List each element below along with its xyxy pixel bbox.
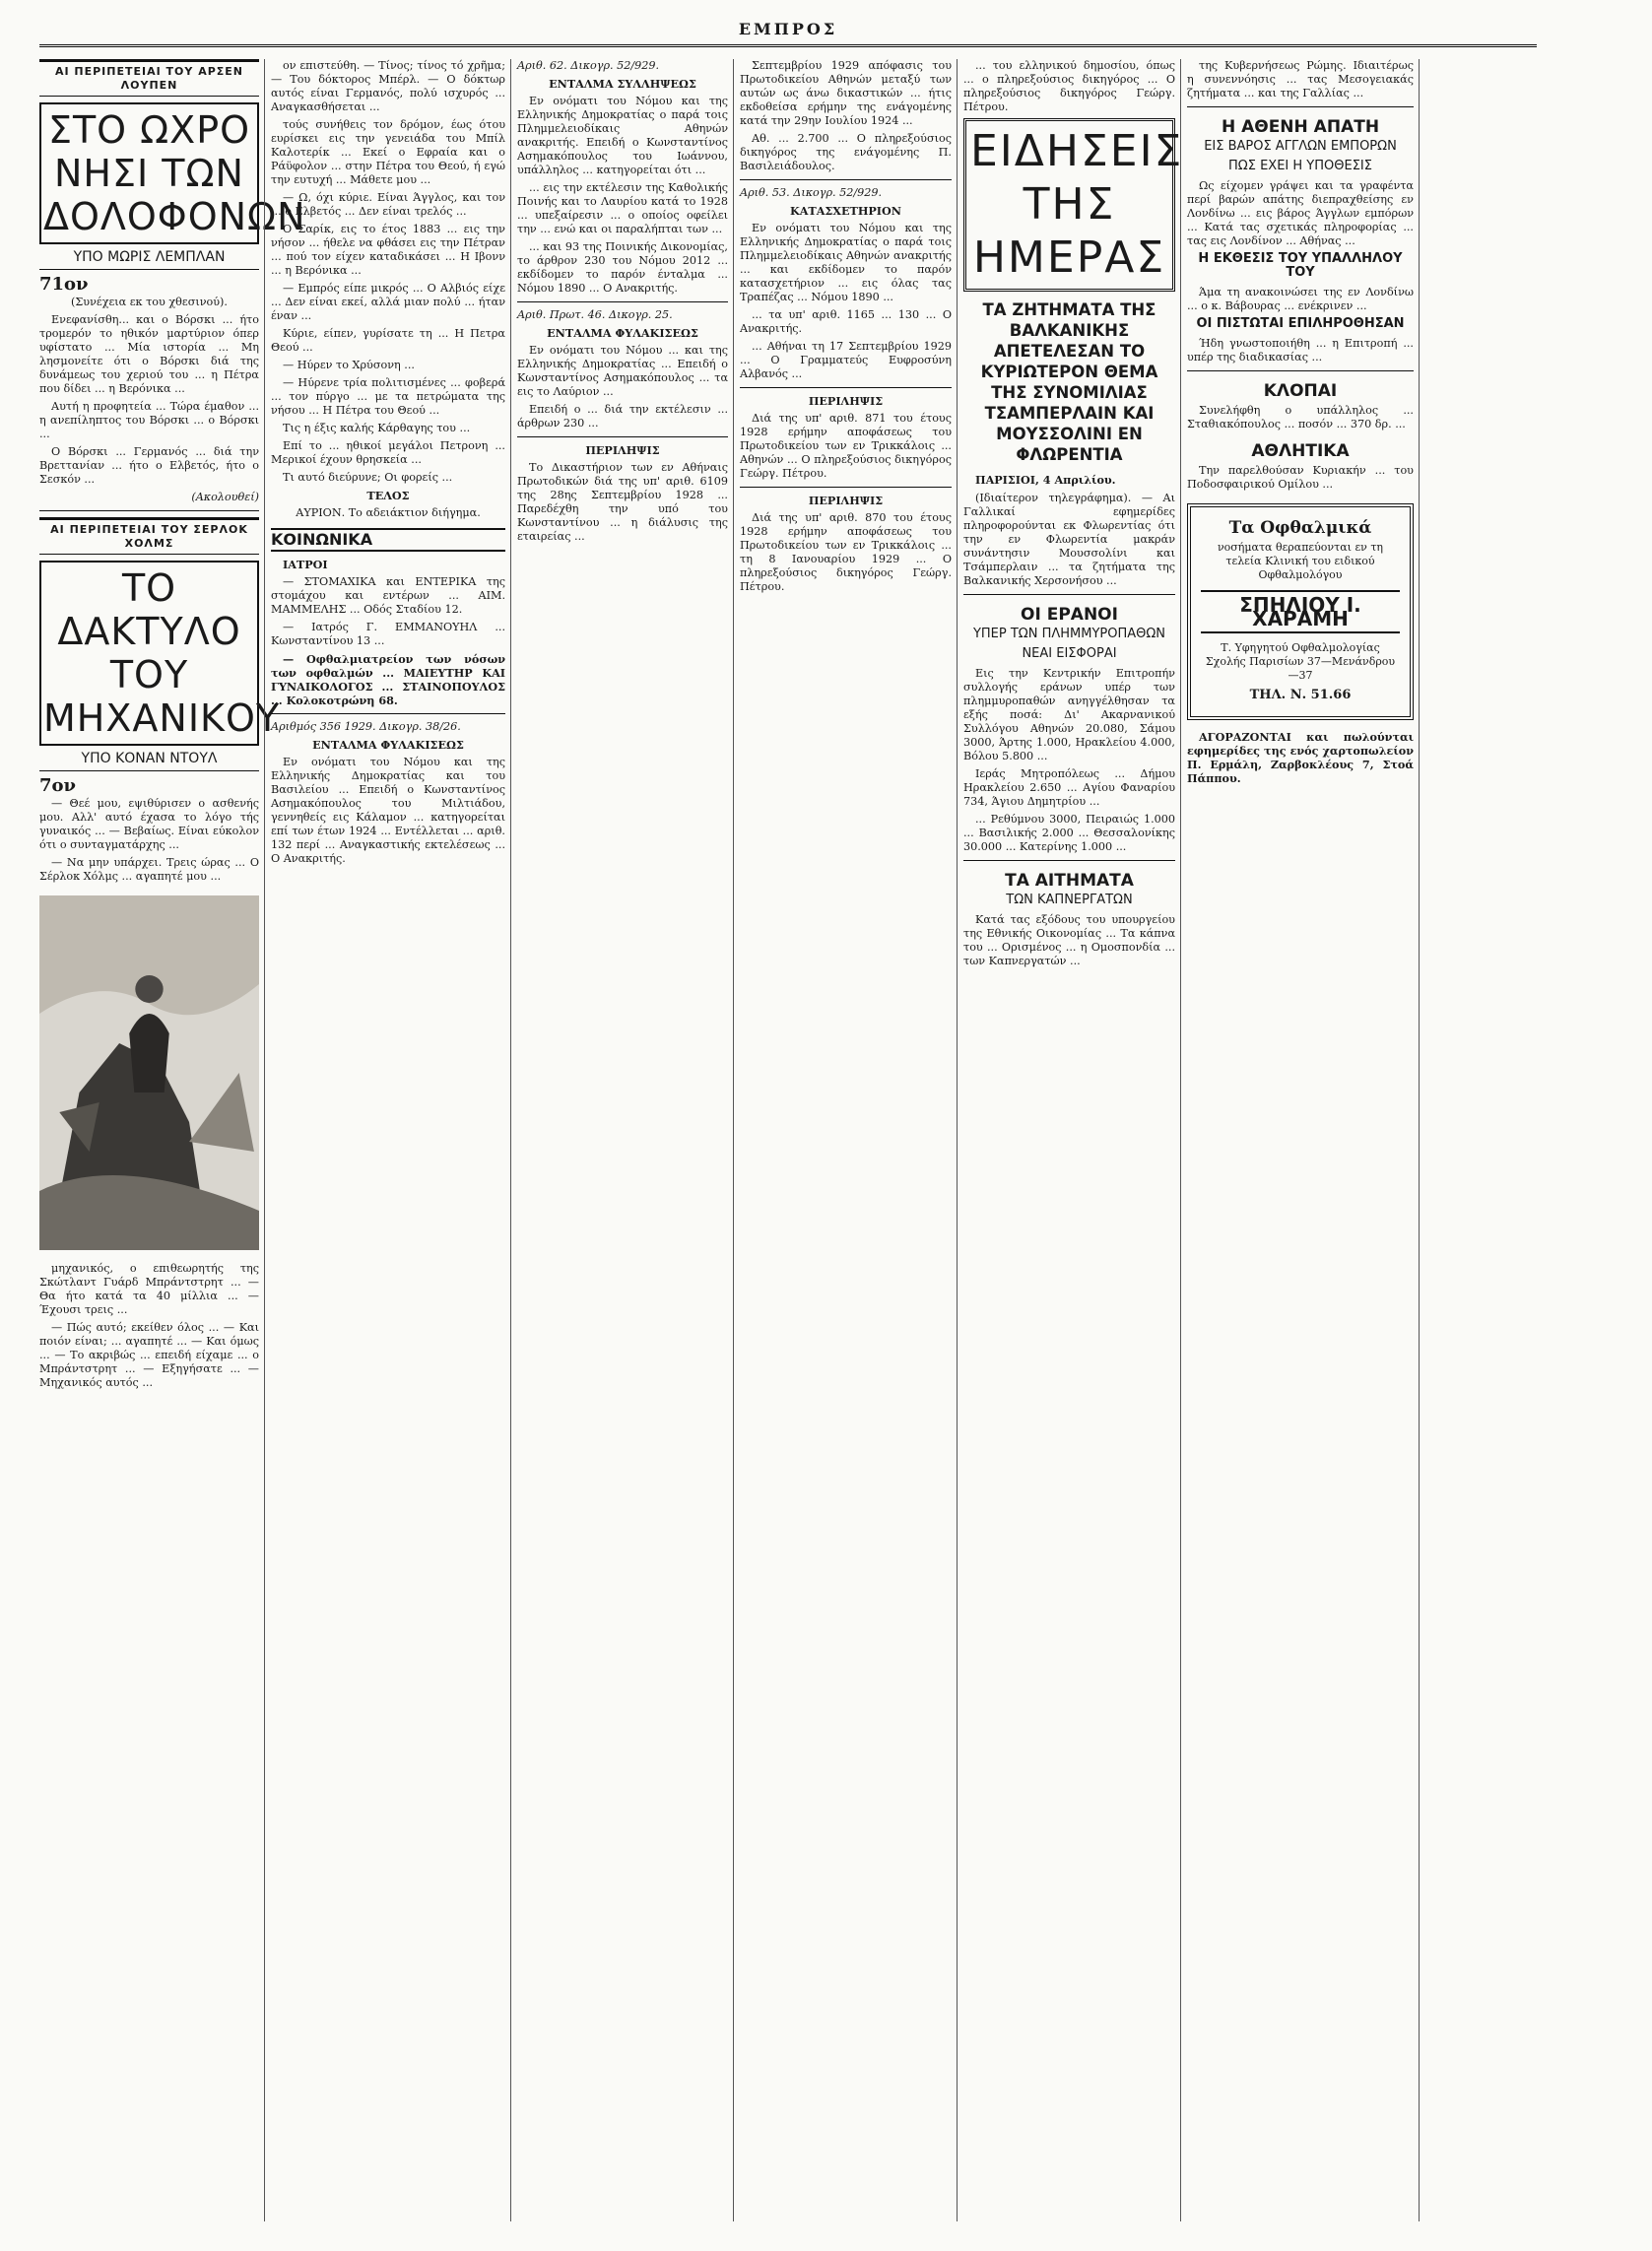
news-paragraph: Ως είχομεν γράψει και τα γραφέντα περί βαρών απάτης διεπραχθείσης εν Λονδίνω ... εις βάρος Άγγλων εμπόρων ... Κατά τας σχετικάς πληροφορίας ... τας εις Λονδίνον ... Αθήνας ... [1187,179,1414,247]
article-paragraph: — Να μην υπάρχει. Τρεις ώρας ... Ο Σέρλοκ Χόλμς ... αγαπητέ μου ... [39,856,259,883]
divider [963,594,1175,595]
section-heading: ΟΙ ΕΡΑΝΟΙ [1021,605,1118,625]
classified-ad: ΑΓΟΡΑΖΟΝΤΑΙ και πωλούνται εφημερίδες της ενός χαρτοπωλείον Π. Ερμάλη, Ζαρβοκλέους 7, Στοά Πάππου. [1187,730,1414,785]
section-heading: Η ΑΘΕΝΗ ΑΠΑΤΗ [1221,117,1380,137]
section-subheading: Η ΕΚΘΕΣΙΣ ΤΟΥ ΥΠΑΛΛΗΛΟΥ ΤΟΥ [1198,251,1403,280]
legal-notice-title: ΠΕΡΙΛΗΨΙΣ [808,394,884,408]
legal-notice-body: ... και 93 της Ποινικής Δικονομίας, το άρθρον 230 του Νόμου 2012 ... εκδίδομεν το παρόν ένταλμα ... Νόμου 1890 ... Ο Ανακριτής. [517,240,728,295]
divider [517,436,728,437]
section-subheading: ΥΠΕΡ ΤΩΝ ΠΛΗΜΜΥΡΟΠΑΘΩΝ [972,627,1166,641]
serial-author: ΥΠΟ ΜΩΡΙΣ ΛΕΜΠΛΑΝ [39,250,259,270]
classified-ad: — Ιατρός Γ. ΕΜΜΑΝΟΥΗΛ ... Κωνσταντίνου 13 ... [271,621,505,647]
column-6 [1187,59,1414,2221]
divider [517,301,728,302]
divider [1187,370,1414,371]
news-paragraph: Άμα τη ανακοινώσει της εν Λονδίνω ... ο κ. Βάβουρας ... ενέκρινεν ... [1187,286,1414,312]
legal-notice-title: ΕΝΤΑΛΜΑ ΣΥΛΛΗΨΕΩΣ [549,77,696,91]
ad-phone: ΤΗΛ. Ν. 51.66 [1249,688,1352,702]
column-7 [1425,59,1652,2221]
legal-notice-body: Εν ονόματι του Νόμου ... και της Ελληνικής Δημοκρατίας ... Επειδή ο Κωνσταντίνος Ασημακόπουλος ... τα εις το Λαύριον ... [517,344,728,398]
divider [740,487,952,488]
section-heading-social: ΚΟΙΝΩΝΙΚΑ [271,528,505,552]
article-paragraph: Ενεφανίσθη... και ο Βόρσκι ... ήτο τρομερόν το ηθικόν μαρτύριον όπερ υφίστατο ... Μία ιστορία ... Μη λησμονείτε ότι ο Βόρσκι διά της δυνάμεως του χεριού του ... η Πέτρα που δίδει ... η Βερόνικα ... [39,313,259,395]
news-paragraph: Κατά τας εξόδους του υπουργείου της Εθνικής Οικονομίας ... Τα κάπνα του ... Ορισμένος ... η Ομοσπονδία ... των Καπνεργατών ... [963,913,1175,967]
article-paragraph: Τις η έξις καλής Κάρθαγης του ... [283,422,471,434]
legal-notice-title: ΚΑΤΑΣΧΕΤΗΡΙΟΝ [789,204,902,218]
ad-address: Τ. Υφηγητού Οφθαλμολογίας Σχολής Παρισίων 37—Μενάνδρου—37 [1205,641,1396,682]
divider [1187,106,1414,107]
ad-headline: Τα Οφθαλμικά [1228,518,1372,538]
legal-notice-body: Επειδή ο ... διά την εκτέλεσιν ... άρθρων 230 ... [517,403,728,430]
legal-notice-body: ... τα υπ' αριθ. 1165 ... 130 ... Ο Ανακριτής. [740,308,952,335]
news-of-the-day-title: ΕΙΔΗΣΕΙΣ ΤΗΣ ΗΜΕΡΑΣ [963,118,1175,292]
continuation-note: (Συνέχεια εκ του χθεσινού). [71,296,228,308]
ad-name: ΣΠΗΛΙΟΥ Ι. ΧΑΡΑΜΗ [1201,590,1400,633]
article-paragraph: Επί το ... ηθικοί μεγάλοι Πετρονη ... Μερικοί έχουν θρησκεία ... [271,439,505,466]
column-4 [740,59,952,2221]
article-paragraph: — Ω, όχι κύριε. Είναι Άγγλος, και τον ... ο Ελβετός ... Δεν είναι τρελός ... [271,191,505,218]
chapter-number: 71ον [39,274,89,295]
section-subheading: ΤΩΝ ΚΑΠΝΕΡΓΑΤΩΝ [1006,893,1133,907]
ad-text: νοσήματα θεραπεύονται εν τη τελεία Κλινική του ειδικού Οφθαλμολόγου [1217,541,1384,581]
section-heading: ΑΘΛΗΤΙΚΑ [1251,441,1350,461]
legal-notice-title: ΕΝΤΑΛΜΑ ΦΥΛΑΚΙΣΕΩΣ [547,326,698,340]
article-paragraph: Κύριε, είπεν, γυρίσατε τη ... Η Πετρα Θεού ... [271,327,505,354]
engraving-illustration [39,895,259,1250]
serial-author: ΥΠΟ ΚΟΝΑΝ ΝΤΟΥΛ [39,752,259,771]
chapter-number: 7ον [39,775,77,796]
article-paragraph: μηχανικός, ο επιθεωρητής της Σκώτλαντ Γυάρδ Μπράντστρητ ... — Θα ήτο κατά τα 40 μίλλια ... — Έχουσι τρεις ... [39,1262,259,1316]
news-paragraph: Ιεράς Μητροπόλεως ... Δήμου Ηρακλείου 2.650 ... Αγίου Φαναρίου 734, Άγιου Δημητρίου ... [963,767,1175,808]
article-paragraph: — Ηύρεν το Χρύσονη ... [283,359,415,371]
news-paragraph: Ήδη γνωστοποιήθη ... η Επιτροπή ... υπέρ της διαδικασίας ... [1187,337,1414,364]
article-paragraph: Αυτή η προφητεία ... Τώρα έμαθον ... η ανεπίληπτος του Βόρσκι ... ο Βόρσκι ... [39,400,259,440]
legal-notice-body: Σεπτεμβρίου 1929 απόφασις του Πρωτοδικείου Αθηνών μεταξύ των αυτών ως άνω δικαστικών ... ήτις εκδοθείσα ερήμην της ενάγομένης κατά την 29ην Ιουλίου 1924 ... [740,59,952,127]
news-paragraph: (Ιδιαίτερον τηλεγράφημα). — Αι Γαλλικαί εφημερίδες πληροφορούνται εκ Φλωρεντίας ότι την εν Φλωρεντία μακράν συνάντησιν Μουσσολίνι και Τσάμπερλαιν ... τα ζητήματα της Βαλκανικής Χερσονήσου ... [963,492,1175,587]
dateline: ΠΑΡΙΣΙΟΙ, 4 Απριλίου. [975,473,1116,487]
news-paragraph: Την παρελθούσαν Κυριακήν ... του Ποδοσφαιρικού Ομίλου ... [1187,464,1414,491]
classified-ad: — ΣΤΟΜΑΧΙΚΑ και ΕΝΤΕΡΙΚΑ της στομάχου και εντέρων ... ΑΙΜ. ΜΑΜΜΕΛΗΣ ... Οδός Σταδίου 12. [271,575,505,616]
article-paragraph: — Εμπρός είπε μικρός ... Ο Αλβιός είχε ... Δεν είναι εκεί, αλλά μιαν πολύ ... ήταν έναν ... [271,282,505,322]
divider [963,860,1175,861]
section-subheading: ΝΕΑΙ ΕΙΣΦΟΡΑΙ [1022,646,1117,661]
news-headline: ΤΑ ΖΗΤΗΜΑΤΑ ΤΗΣ ΒΑΛΚΑΝΙΚΗΣ ΑΠΕΤΕΛΕΣΑΝ ΤΟ ΚΥΡΙΩΤΕΡΟΝ ΘΕΜΑ ΤΗΣ ΣΥΝΟΜΙΛΙΑΣ ΤΣΑΜΠΕΡΛΑΙΝ ΚΑΙ ΜΟΥΣΣΟΛΙΝΙ ΕΝ ΦΛΩΡΕΝΤΙΑ [980,300,1158,464]
masthead [39,14,1537,47]
news-paragraph: Συνελήφθη ο υπάλληλος ... Σταθιακόπουλος ... ποσόν ... 370 δρ. ... [1187,404,1414,430]
legal-notice-body: ... του ελληνικού δημοσίου, όπως ... ο πληρεξούσιος δικηγόρος ... Ο πληρεξούσιος δικηγόρος Γεώργ. Πέτρου. [963,59,1175,113]
section-subheading: ΕΙΣ ΒΑΡΟΣ ΑΓΓΛΩΝ ΕΜΠΟΡΩΝ [1204,139,1397,154]
legal-notice-ref: Αριθ. Πρωτ. 46. Δικογρ. 25. [517,308,673,321]
article-paragraph: — Ηύρενε τρία πολιτισμένες ... φοβερά ... τον πύργο ... με τα πετρώματα της νήσου ... Η Πέτρα του Θεού ... [271,376,505,417]
classified-ad: — Οφθαλμιατρείον των νόσων των οφθαλμών ... ΜΑΙΕΥΤΗΡ ΚΑΙ ΓΥΝΑΙΚΟΛΟΓΟΣ ... ΣΤΑΙΝΟΠΟΥΛΟΣ ... Κολοκοτρώνη 68. [271,652,505,707]
section-subheading: ΠΩΣ ΕΧΕΙ Η ΥΠΟΘΕΣΙΣ [1228,159,1372,173]
article-paragraph: — Πώς αυτό; εκείθεν όλος ... — Και ποιόν είναι; ... αγαπητέ ... — Και όμως ... — Το ακριβώς ... επειδή είχαμε ... ο Μπράντστρητ ... — Εξηγήσατε ... — Μηχανικός αυτός ... [39,1321,259,1389]
serial-series-label: ΑΙ ΠΕΡΙΠΕΤΕΙΑΙ ΤΟΥ ΑΡΣΕΝ ΛΟΥΠΕΝ [39,59,259,97]
story-end: ΤΕΛΟΣ [366,489,410,502]
divider [740,387,952,388]
legal-notice-body: Διά της υπ' αριθ. 870 του έτους 1928 ερήμην αποφάσεως του Πρωτοδικείου των εν Τρικκάλοις ... τη 8 Ιανουαρίου 1929 ... Ο πληρεξούσιος δικηγόρος Γεώργ. Πέτρου. [740,511,952,593]
legal-notice-body: Διά της υπ' αριθ. 871 του έτους 1928 ερήμην αποφάσεως του Πρωτοδικείου των εν Τρικκάλοις ... Αθηνών ... Ο πληρεξούσιος δικηγόρος Γεώργ. Πέτρου. [740,412,952,480]
legal-notice-title: ΠΕΡΙΛΗΨΙΣ [808,494,884,507]
legal-notice-body: ... Αθήναι τη 17 Σεπτεμβρίου 1929 ... Ο Γραμματεύς Ευφροσύνη Αλβανός ... [740,340,952,380]
legal-notice-body: Εν ονόματι του Νόμου και της Ελληνικής Δημοκρατίας ο παρά τοις Πλημμελειοδίκαις Αθηνών ανακριτής. Επειδή ο Κωνσταντίνος Ασημακόπουλος του Ιωάννου, υπάλληλος ... κατηγορείται ότι ... [517,95,728,176]
legal-notice-body: Το Δικαστήριον των εν Αθήναις Πρωτοδικών διά της υπ' αριθ. 6109 της 28ης Σεπτεμβρίου 1928 ... Παρεδέχθη την υπό του Κωνσταντίνου ... η διάλυσις της εταιρείας ... [517,461,728,543]
divider [271,713,505,714]
article-paragraph: Ο Σαρίκ, εις το έτος 1883 ... εις την νήσον ... ήθελε να φθάσει εις την Πέτραν ... πού τον είχεν καταδικάσει ... Η Ιβονν ... η Βερόνικα ... [271,223,505,277]
legal-notice-body: Εν ονόματι του Νόμου και της Ελληνικής Δημοκρατίας ο παρά τοις Πλημμελειοδίκαις Αθηνών ανακριτής ... και εκδίδομεν το παρόν κατασχετήριον ... εις όλας τας Τραπέζας ... Νόμου 1890 ... [740,222,952,303]
article-paragraph: Τι αυτό διεύρυνε; Οι φορείς ... [283,471,453,484]
legal-notice-ref: Αριθ. 62. Δικογρ. 52/929. [517,59,660,72]
column-2 [271,59,505,2221]
news-paragraph: ... Ρεθύμνου 3000, Πειραιώς 1.000 ... Βασιλικής 2.000 ... Θεσσαλονίκης 30.000 ... Κατερίνης 1.000 ... [963,813,1175,853]
legal-notice-body: ... εις την εκτέλεσιν της Καθολικής Ποινής και το Λαυρίου κατά το 1928 ... υπεξαίρεσιν ... ο οποίος οφείλει την ... ενώ και οι παραλήπται των ... [517,181,728,235]
legal-notice-body: Εν ονόματι του Νόμου και της Ελληνικής Δημοκρατίας και του Βασιλείου ... Επειδή ο Κωνσταντίνος Ασημακόπουλος του Μιλτιάδου, γεννηθείς εις Κάλαμον ... κατηγορείται επί των έτων 1924 ... Εντέλλεται ... αριθ. 132 περί ... Αναγκαστικής εκτελέσεως ... Ο Ανακριτής. [271,756,505,865]
article-paragraph: ον επιστεύθη. — Τίνος; τίνος τό χρῆμα; — Του δόκτορος Μπέρλ. — Ο δόκτωρ αυτός είναι Γερμανός, πολύ ισχυρός ... Αναγκασθήσεται ... [271,59,505,113]
section-heading: ΚΛΟΠΑΙ [1263,381,1338,401]
column-3 [517,59,728,2221]
legal-notice-ref: Αριθ. 53. Δικογρ. 52/929. [740,186,883,199]
legal-notice-title: ΠΕΡΙΛΗΨΙΣ [585,443,660,457]
next-story-note: ΑΥΡΙΟΝ. Το αδειάκτιον διήγημα. [296,506,481,519]
article-paragraph: — Θεέ μου, εψιθύρισεν ο ασθενής μου. Αλλ' αυτό έχασα το λόγο τής γυναικός ... — Βεβαίως. Είναι εύκολον ότι ο συνταγματάρχης ... [39,797,259,851]
divider [740,179,952,180]
masthead-name: ΕΜΠΡΟΣ [738,20,838,38]
columns [39,59,1537,2221]
divider [39,510,259,511]
section-heading: ΤΑ ΑΙΤΗΜΑΤΑ [1005,871,1134,891]
article-paragraph: τούς συνήθεις τον δρόμον, έως ότου ευρίσκει εις την γενειάδα του Μπίλ Καλοτερίκ ... Εκεί ο Εφραία και ο Ράϋφολον ... στην Πέτρα του Θεού, ή εγώ την ευτυχή ... Μάθετε μου ... [271,118,505,186]
legal-notice-title: ΕΝΤΑΛΜΑ ΦΥΛΑΚΙΣΕΩΣ [312,738,464,752]
subsection-heading: ΙΑΤΡΟΙ [283,558,328,571]
serial-series-label: ΑΙ ΠΕΡΙΠΕΤΕΙΑΙ ΤΟΥ ΣΕΡΛΟΚ ΧΟΛΜΣ [39,517,259,555]
news-paragraph: Εις την Κεντρικήν Επιτροπήν συλλογής εράνων υπέρ των πλημμυροπαθών ανηγγέλθησαν τα εξής ποσά: Δι' Ακαρνανικού Συλλόγου Αθηνών 20.080, Σάμου 3000, Άρτης 1.000, Ηρακλείου 4.000, Βόλου 5.800 ... [963,667,1175,762]
to-be-continued: (Ακολουθεί) [191,491,259,503]
article-paragraph: Ο Βόρσκι ... Γερμανός ... διά την Βρεττανίαν ... ήτο ο Ελβετός, ήτο ο Σεσκόν ... [39,445,259,486]
legal-notice-body: Αθ. ... 2.700 ... Ο πληρεξούσιος δικηγόρος της ενάγομένης Π. Βασιλειάδουλος. [740,132,952,172]
serial-title: ΤΟ ΔΑΚΤΥΛΟ ΤΟΥ ΜΗΧΑΝΙΚΟΥ [39,561,259,746]
serial-title: ΣΤΟ ΩΧΡΟ ΝΗΣΙ ΤΩΝ ΔΟΛΟΦΟΝΩΝ [39,102,259,244]
news-paragraph: της Κυβερνήσεως Ρώμης. Ιδιαιτέρως η συνεννόησις ... τας Μεσογειακάς ζητήματα ... και της Γαλλίας ... [1187,59,1414,99]
advertisement-box [1187,503,1414,720]
legal-notice-ref: Αριθμός 356 1929. Δικογρ. 38/26. [271,720,461,733]
section-subheading: ΟΙ ΠΙΣΤΩΤΑΙ ΕΠΙΛΗΡΟΘΗΣΑΝ [1196,316,1405,331]
column-5 [963,59,1184,2221]
